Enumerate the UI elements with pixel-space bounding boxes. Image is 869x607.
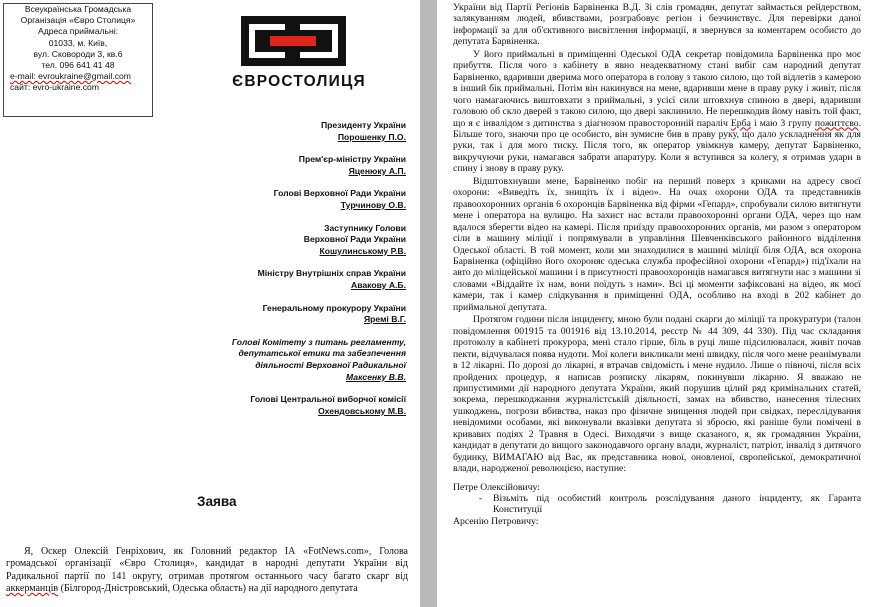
paragraph: Протягом години після інциденту, мною були подані скарги до міліції та прокуратури (талон повідомлення 001915 та 001916 від 13.10.2014, реєстр № 44 309, 44 330). Під час складання протоколу в кабінеті прокурора, мені стало гірше, біль в руці лише підсилювалася, живіт почав пекти, відчувалася поява нудоти. Мої колеги викликали мені швидку, після чого мене реанімували в 12 лікарні. По дорозі до лікарні, я втрачав свідомість і мене нудило. Лише о півночі, після всіх пройдених процедур, я написав розписку лікарям, покинувши лікарню. Я вважаю не припустимими дії народного депутата України, який порушив цілий ряд кримінальних статей, зокрема, перешкоджання журналістській діяльності, замах на вбивство, нанесення тілесних ушкоджень, погрози вбивства, наказ про фізичне знищення людей при свідках, переслідування невідомими особами, які виконували вказівки депутата зі зброєю, які раніше були помічені в кривавих подіях 2 Травня в Одесі. Виходячи з вище сказаного, я, як громадянин України, кандидат в депутати до вищого законодавчого органу влади, журналіст, патріот, інвалід з дитячого будинку, ВИМАГАЮ від Вас, як представника нової, оновленої, європейської, демократичної влади, народженої революцією, наступне: bbox=[453, 314, 861, 475]
addressee-prosecutor-general: Генеральному прокурору України Яремі В.Г. bbox=[262, 302, 406, 325]
addressee-rules-committee: Голові Комітету з питань регламенту, депутатської етики та забезпечення діяльності Верховної Радикальної Максенку В.В. bbox=[231, 336, 406, 382]
org-email: e-mail: evroukraine@gmail.com bbox=[10, 71, 131, 82]
addressee-line: Петре Олексійовичу: bbox=[453, 481, 540, 493]
paragraph: України від Партії Регіонів Барвіненка В.Д. Зі слів громадян, депутат займається рейдерством, залякуванням людей, вбивствами, розграбовує регіон і безчинствує. Для перевірки даної інформації за для об'єктивного висвітлення інформації, я звернувся за коментарем особисто до депутата Барвіненка. bbox=[453, 2, 861, 48]
org-line: Організація «Євро Столиця» bbox=[20, 15, 136, 26]
evrostolytsia-logo bbox=[210, 14, 388, 90]
logo-emblem-icon bbox=[210, 14, 388, 90]
addressee-president: Президенту України Порошенку П.О. bbox=[320, 120, 406, 142]
org-website: сайт: evro-ukraine.com bbox=[10, 82, 99, 93]
org-line: вул. Сковороди 3, кв.6 bbox=[33, 48, 123, 59]
organization-info-box bbox=[3, 3, 153, 117]
addressee-list bbox=[168, 120, 406, 428]
statement-intro: Я, Оскер Олексій Генріхович, як Головний редактор ІА «FotNews.com», Голова громадської організації «Євро Столиця», кандидат в народні депутати України від Радикальної партії по 141 округу, отримав протягом останнього часу багато скарг від аккерманців (Білгород-Дністровський, Одеська область) на дії народного депутата bbox=[6, 546, 408, 595]
addressee-rada-head: Голові Верховної Ради України Турчинову О.В. bbox=[273, 188, 406, 210]
document-page-right bbox=[437, 0, 869, 607]
list-item: - Візьміть під особистий контроль розслідування даного інциденту, як Гаранта Конституції bbox=[493, 493, 861, 516]
paragraph: Відштовхнувши мене, Барвіненко побіг на перший поверх з криками на адресу своєї охорони: «Виведіть їх, знищіть їх і відео». На очах охорони ОДА та представників правоохоронних органів 6 охоронців Барвіненка від фірми «Гепард», спробували силою витягнути мене і оператора на вулицю. На захист нас встали правоохоронні органи ОДА, через що нам вдалося зберегти відео на камері. Після приїзду правоохоронних органів, ми разом з оператором сіли в машину міліції і попрямували в управління Шевченківського районного відділення Одеської області. В той момент, коли ми знаходилися в машині міліції біля ОДА, вся охорона Барвіненка (офіційно його охороняє одеська служба професійної охорони «Гепард») під'їхали на авто до міліцейської машини і в присутності правоохоронців намагався витягнути нас з машини зі словами «Віддайте їх нам, вони поїдуть з нами». Всі ці моменти зафіксовані на відео, як моєї камери, так і камер слідкування в приміщенні ОДА, особливо на вході в 202 кабінет до приймальної депутата. bbox=[453, 175, 861, 313]
addressee-line: Арсенію Петровичу: bbox=[453, 515, 539, 527]
addressee-rada-deputy-head: Заступнику Голови Верховної Ради України Кошулинському Р.В. bbox=[303, 222, 406, 256]
statement-heading: Заява bbox=[197, 494, 237, 509]
addressee-election-commission: Голові Центральної виборчої комісії Охендовському М.В. bbox=[250, 394, 406, 416]
org-line: 01033, м. Київ, bbox=[48, 37, 108, 48]
statement-body bbox=[453, 2, 861, 527]
addressee-prime-minister: Прем'єр-міністру України Яценюку А.П. bbox=[298, 154, 406, 176]
logo-text: ЄВРОСТОЛИЦЯ bbox=[232, 73, 366, 90]
addressee-interior-minister: Міністру Внутрішніх справ України Авакову А.Б. bbox=[257, 268, 406, 290]
paragraph: У його приймальні в приміщенні Одеської ОДА секретар повідомила Барвіненка про моє прибуття. Після чого з кабінету в явно неадекватному стані вибіг сам народний депутат Барвіненко, вдаривши дверима мого оператора в голову з такою силою, що той відлетів з камерою в інший бік приймальні. Потім він накинувся на мене, вдаривши мене в праву руку і живіт, після чого намагаючись виштовхати з приймальні, з усієї сили штовхнув спиною в двері, вдаривши головою об скло дверей з такою силою, що двері заклинило. Не перешкодив йому навіть той факт, що я є інвалідом з дитинства з діагнозом правосторонній параліч Ерба і маю 3 групу пожиттєво. Більше того, знаючи про це особисто, він зумисне бив в праву руку, що дало ускладнення як для руки, так і для мого тиску. Після того, як оператор увімкнув камеру, депутат Барвіненко, викручуючи руки, намагався забрати апаратуру. Коли я вступився за колегу, я отримав удари в спину і знову в праву руку. bbox=[453, 48, 861, 175]
document-page-left bbox=[0, 0, 420, 607]
org-line: Адреса приймальні: bbox=[37, 26, 119, 37]
demand-list bbox=[453, 493, 861, 516]
org-line: Всеукраїнська Громадська bbox=[24, 4, 132, 14]
org-line: тел. 096 641 41 48 bbox=[41, 60, 115, 71]
